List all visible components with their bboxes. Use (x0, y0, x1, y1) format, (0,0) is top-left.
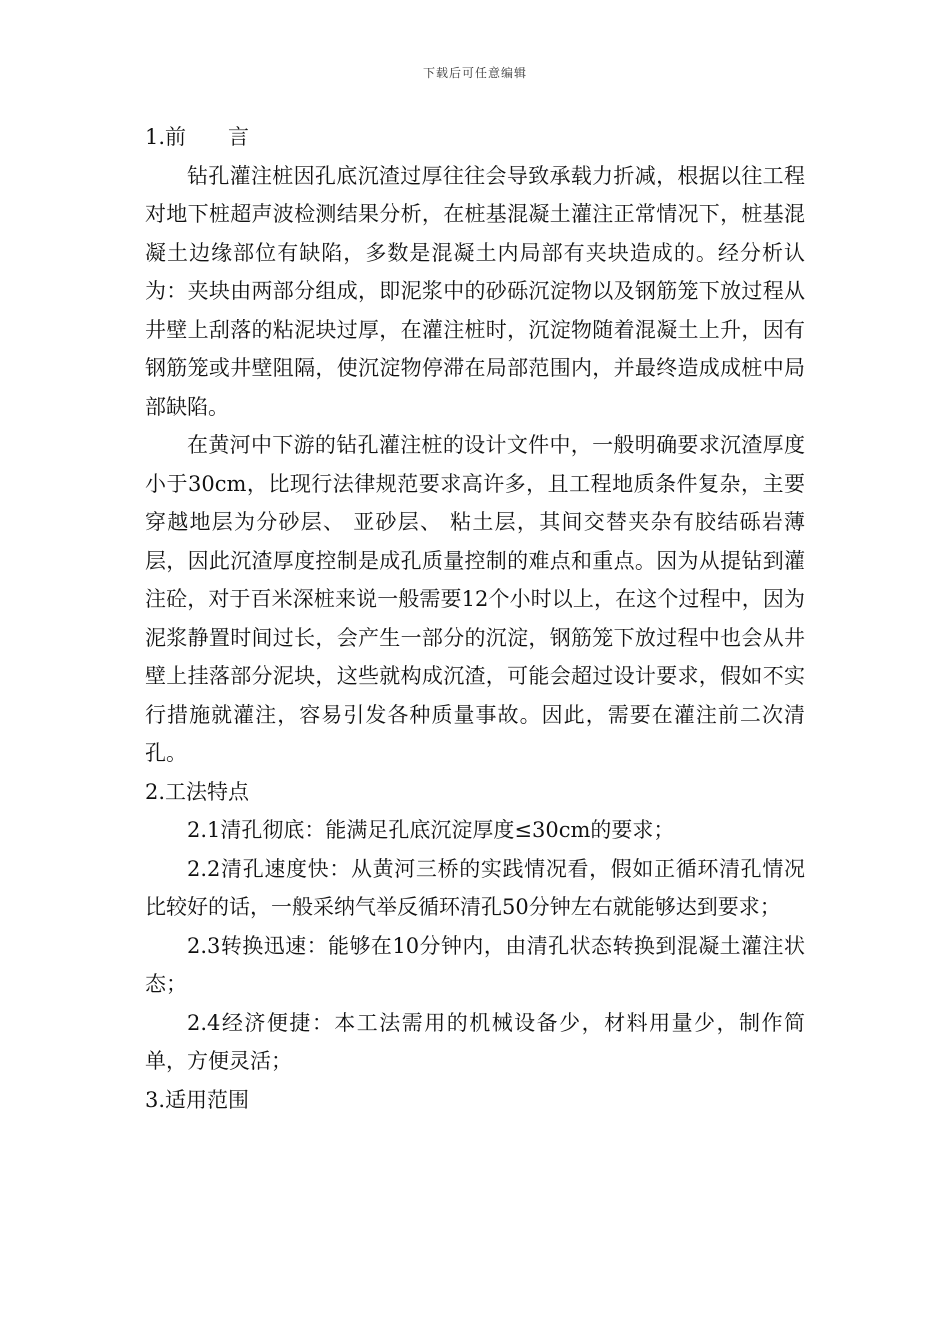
document-body (145, 118, 805, 1119)
feature-item-2-4: 2.4经济便捷：本工法需用的机械设备少，材料用量少，制作简单，方便灵活； (145, 1010, 805, 1073)
section-heading-scope: 3.适用范围 (145, 1087, 250, 1112)
paragraph-preface-2: 在黄河中下游的钻孔灌注桩的设计文件中，一般明确要求沉渣厚度小于30cm，比现行法律规范要求高许多，且工程地质条件复杂，主要穿越地层为分砂层、 亚砂层、 粘土层，其间交替夹杂有胶结砾岩薄层，因此沉渣厚度控制是成孔质量控制的难点和重点。因为从提钻到灌注砼，对于百米深桩来说一般需要12个小时以上，在这个过程中，因为泥浆静置时间过长，会产生一部分的沉淀，钢筋笼下放过程中也会从井壁上挂落部分泥块，这些就构成沉渣，可能会超过设计要求，假如不实行措施就灌注，容易引发各种质量事故。因此，需要在灌注前二次清孔。 (145, 433, 805, 765)
section-heading-preface: 1.前 言 (145, 125, 250, 149)
feature-item-2-1: 2.1清孔彻底：能满足孔底沉淀厚度≤30cm的要求； (187, 818, 675, 842)
feature-item-2-2: 2.2清孔速度快：从黄河三桥的实践情况看，假如正循环清孔情况比较好的话，一般采纳气举反循环清孔50分钟左右就能够达到要求； (145, 856, 805, 919)
paragraph-preface-1: 钻孔灌注桩因孔底沉渣过厚往往会导致承载力折减，根据以往工程对地下桩超声波检测结果分析，在桩基混凝土灌注正常情况下，桩基混凝土边缘部位有缺陷，多数是混凝土内局部有夹块造成的。经分析认为：夹块由两部分组成，即泥浆中的砂砾沉淀物以及钢筋笼下放过程从井壁上刮落的粘泥块过厚，在灌注桩时，沉淀物随着混凝土上升，因有钢筋笼或井壁阻隔，使沉淀物停滞在局部范围内，并最终造成成桩中局部缺陷。 (145, 163, 805, 419)
feature-item-2-3: 2.3转换迅速：能够在10分钟内，由清孔状态转换到混凝土灌注状态； (145, 933, 805, 996)
page-header-note: 下载后可任意编辑 (422, 66, 527, 80)
section-heading-features: 2.工法特点 (145, 779, 250, 804)
